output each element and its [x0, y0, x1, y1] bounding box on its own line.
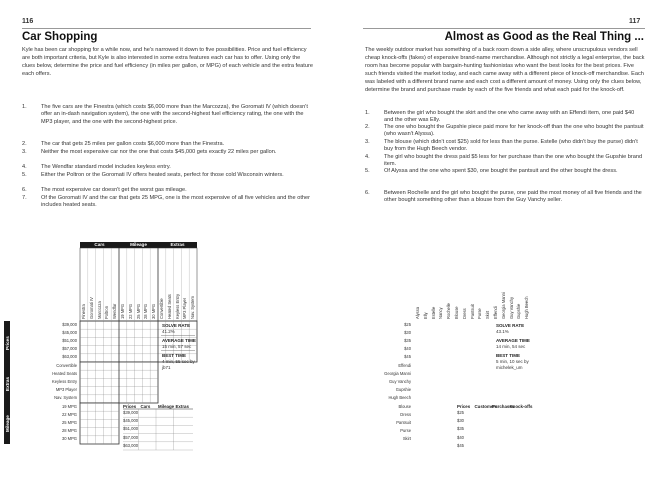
clue-text: Neither the most expensive car nor the one that costs $45,000 gets exactly 22 miles per gallon.	[41, 149, 277, 155]
side-category-label: Knock-offs	[337, 366, 343, 391]
row-label: MP3 Player	[55, 387, 77, 393]
clue-number: 4.	[22, 164, 27, 170]
side-category-label: Prices	[337, 335, 343, 350]
clue-number: 5.	[365, 168, 370, 174]
row-label: 25 MPG	[61, 419, 77, 425]
answer-table-header: Extras	[175, 403, 189, 409]
clue-number: 4.	[365, 154, 370, 160]
row-label: $45	[404, 354, 411, 360]
row-label: Gupshie	[395, 387, 411, 393]
clue-text: The blouse (which didn't cost $25) sold for less than the purse. Estelle (who didn't buy the purse) didn't buy from the Hugh Beech vendor.	[384, 139, 638, 153]
category-header: Mileage	[130, 242, 147, 248]
clue-item	[365, 139, 645, 154]
clue-text: Between Rochelle and the girl who bought the purse, one paid the most money of all five friends and the other bought something other than a blouse from the Guy Vanchy seller.	[384, 190, 642, 204]
clue-number: 3.	[22, 149, 27, 155]
clue-text: Between the girl who bought the skirt and the one who came away with an Effendi item, one paid $40 and the other was Elly.	[384, 110, 635, 124]
column-label: Poltron	[104, 306, 110, 319]
best-time-solver: michelek_um	[496, 364, 523, 370]
clue-text: The girl who bought the dress paid $5 less for her purchase than the one who bought the Gupshie brand item.	[384, 154, 643, 168]
row-label: Heated Seats	[52, 370, 77, 376]
column-label: Estelle	[430, 306, 436, 319]
clue-number: 6.	[22, 187, 27, 193]
row-label: Georgia Manni	[384, 370, 411, 376]
column-label: Goromati IV	[88, 297, 94, 319]
answer-table-cell: $35	[457, 426, 464, 432]
side-category-label: Prices	[4, 335, 10, 350]
category-header: Customers	[421, 242, 446, 248]
best-time-label: BEST TIME	[496, 352, 521, 358]
category-header: Extras	[170, 242, 185, 248]
column-label: Nav. System	[190, 296, 196, 319]
clue-number: 1.	[22, 104, 27, 110]
clue-number: 2.	[22, 141, 27, 147]
puzzle-intro: The weekly outdoor market has something of a back room down a side alley, where unscrupulous vendors sell cheap knock-offs (fakes) of expensive brand-name merchandise. Although not strictly a legal enterprise, the back room has become popular with bargain-hunting fashionistas who want the best looks for the best prices. Five such friends visited the market today, and each came away with a different piece of knock-off merchandise. Each was labeled with a different brand name and each cost a different amount of money. Using only the clues below, determine the brand and purchase made by each of the five friends and what each paid for the knock-off.	[365, 47, 645, 93]
clue-number: 1.	[365, 110, 370, 116]
row-label: Purse	[400, 428, 411, 434]
page-number: 117	[629, 18, 641, 25]
row-label: $25	[404, 321, 411, 327]
best-time-solver: jb71	[162, 364, 171, 370]
clue-number: 6.	[365, 190, 370, 196]
column-label: 22 MPG	[127, 303, 133, 319]
clue-text: The Wendfar standard model includes keyless entry.	[41, 164, 171, 170]
puzzle-title: Almost as Good as the Real Thing ...	[444, 31, 644, 43]
right-page	[333, 0, 666, 500]
clue-number: 7.	[22, 195, 27, 201]
answer-table-header: Prices	[457, 403, 471, 409]
category-header: Purchases	[460, 242, 485, 248]
column-label: MP3 Player	[182, 297, 188, 319]
column-label: Dress	[461, 308, 467, 319]
row-label: $45,000	[62, 329, 77, 335]
row-label: 22 MPG	[61, 411, 77, 417]
column-label: Purse	[477, 308, 483, 319]
column-label: Convertible	[159, 298, 164, 319]
column-label: Effendi	[493, 306, 498, 319]
clue-item	[365, 168, 645, 175]
answer-table-cell: $63,000	[123, 442, 139, 448]
clue-text: Of Alyssa and the one who spent $30, one bought the pantsuit and the other bought the dress.	[384, 168, 618, 174]
column-label: Marcozza	[96, 301, 102, 319]
row-label: Skirt	[402, 436, 411, 442]
answer-table-header: Knock-offs	[509, 403, 533, 409]
side-category-label: Extras	[4, 376, 10, 391]
answer-table-cell: $25	[457, 410, 464, 415]
clue-text: The five cars are the Finestra (which costs $6,000 more than the Marcozza), the Goromati IV (which doesn't offer an in-dash navigation system), the one with the second-highest fuel efficiency rating, the one with the MP3 player, and the one with the second-highest price.	[41, 104, 308, 125]
row-label: $39,000	[62, 321, 77, 327]
row-label: $51,000	[62, 337, 77, 343]
column-label: 28 MPG	[143, 303, 149, 319]
column-label: Rochelle	[446, 303, 452, 319]
column-label: Blouse	[454, 306, 459, 319]
column-label: Keyless Entry	[174, 293, 180, 319]
column-label: Guy Vanchy	[508, 297, 514, 319]
column-label: Pantsuit	[469, 304, 475, 319]
row-label: Blouse	[398, 403, 411, 409]
average-time-label: AVERAGE TIME	[496, 337, 530, 343]
column-label: Elly	[422, 312, 428, 319]
solve-rate-value: 43.1%	[496, 328, 509, 334]
column-label: Alyssa	[415, 306, 420, 319]
row-label: $40	[404, 346, 411, 352]
best-time-value: 5 min, 10 sec by	[496, 358, 529, 364]
clue-number: 2.	[365, 124, 370, 130]
answer-table-cell: $30	[457, 418, 464, 424]
row-label: 30 MPG	[61, 436, 77, 442]
page-number: 116	[22, 18, 34, 25]
row-label: 28 MPG	[61, 428, 77, 434]
column-label: Gupshie	[516, 303, 522, 319]
column-label: Heated Seats	[166, 294, 172, 319]
row-label: Hugh Beech	[388, 395, 411, 401]
clue-number: 3.	[365, 139, 370, 145]
clue-text: The most expensive car doesn't get the worst gas mileage.	[41, 187, 187, 193]
row-label: Keyless Entry	[51, 378, 77, 384]
answer-table-cell: $51,000	[123, 426, 139, 432]
solve-rate-value: 41.2%	[162, 328, 175, 334]
column-label: 19 MPG	[120, 303, 125, 319]
clue-text: Of the Goromati IV and the car that gets 25 MPG, one is the most expensive of all five vehicles and the other includes heated seats.	[41, 195, 310, 209]
average-time-value: 15 min, 57 sec	[162, 343, 192, 349]
row-label: $63,000	[62, 354, 77, 360]
category-header: Knock-offs	[499, 242, 524, 248]
column-label: 30 MPG	[151, 303, 157, 319]
answer-table-cell: $39,000	[123, 410, 139, 415]
column-label: Skirt	[485, 310, 491, 319]
answer-table-cell: $57,000	[123, 434, 139, 440]
row-label: Guy Vanchy	[389, 378, 411, 384]
row-label: $35	[404, 337, 411, 343]
row-label: Dress	[400, 411, 411, 417]
answer-table-header: Mileage	[158, 403, 175, 409]
clue-text: The car that gets 25 miles per gallon costs $6,000 more than the Finestra.	[41, 141, 225, 147]
row-label: $30	[404, 329, 411, 335]
header-rule	[363, 28, 645, 29]
answer-table-header: Customers	[474, 403, 498, 409]
answer-table-header: Cars	[140, 403, 151, 409]
clue-text: Either the Poltron or the Goromati IV offers heated seats, perfect for those cold Wisconsin winters.	[41, 172, 284, 178]
answer-table-header: Purchases	[492, 403, 515, 409]
clue-item	[365, 124, 645, 139]
column-label: 25 MPG	[135, 303, 141, 319]
answer-table-cell: $45,000	[123, 418, 139, 424]
row-label: Pantsuit	[396, 419, 411, 425]
best-time-label: BEST TIME	[162, 352, 187, 358]
row-label: 19 MPG	[61, 403, 77, 409]
row-label: $57,000	[62, 346, 77, 352]
side-category-label: Mileage	[4, 414, 10, 432]
best-time-value: 4 min, 55 sec by	[162, 358, 195, 364]
clue-number: 5.	[22, 172, 27, 178]
clue-item	[365, 154, 645, 169]
column-label: Nancy	[438, 307, 444, 319]
puzzle-intro: Kyle has been car shopping for a while now, and he's narrowed it down to five possibilities. Price and fuel efficiency are both important criteria, but Kyle is also interested in some extra features each car has to offer. Using only the clues below, determine the price and fuel efficiency (in miles per gallon, or MPG) of each vehicle and the extra feature each offers.	[22, 47, 313, 77]
row-label: Effendi	[398, 362, 411, 368]
solve-rate-label: SOLVE RATE	[496, 322, 525, 328]
puzzle-title: Car Shopping	[22, 31, 98, 43]
column-label: Hugh Beech	[524, 296, 530, 319]
average-time-label: AVERAGE TIME	[162, 337, 196, 343]
clue-text: The one who bought the Gupshie piece paid more for her knock-off than the one who bought the pantsuit (who wasn't Alyssa).	[384, 124, 644, 138]
clue-item	[365, 110, 645, 125]
column-label: Finestra	[81, 304, 86, 319]
side-category-label: Purchases	[337, 408, 343, 432]
row-label: Convertible	[56, 362, 77, 368]
average-time-value: 14 min, 54 sec	[496, 343, 526, 349]
answer-table-cell: $45	[457, 442, 464, 448]
answer-table-cell: $40	[457, 434, 464, 440]
clue-item	[365, 190, 645, 205]
solve-rate-label: SOLVE RATE	[162, 322, 191, 328]
answer-table-header: Prices	[123, 403, 137, 409]
column-label: Wendfar	[112, 303, 118, 319]
column-label: Georgia Manni	[500, 292, 506, 319]
row-label: Nav. System	[54, 395, 77, 401]
category-header: Cars	[94, 242, 105, 248]
